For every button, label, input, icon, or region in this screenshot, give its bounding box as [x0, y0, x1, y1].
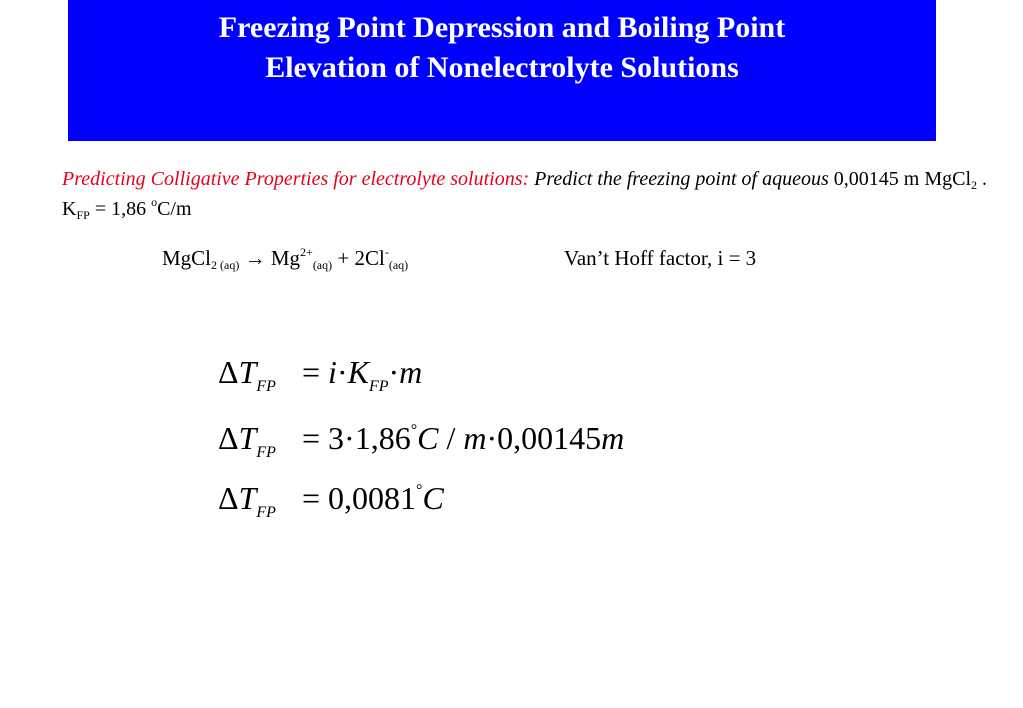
concentration-subscript: 2: [971, 178, 978, 192]
problem-statement: [62, 164, 987, 224]
multiply-dot: ·: [336, 354, 348, 390]
k-label: . K: [62, 168, 988, 220]
product-magnesium: Mg: [270, 246, 301, 270]
equation-lhs: [218, 418, 294, 473]
chloride-state: (aq): [388, 258, 409, 272]
delta-symbol: Δ: [218, 354, 239, 390]
magnesium-charge: 2+: [300, 245, 313, 259]
vanthoff-i: i: [328, 354, 337, 390]
delta-symbol: Δ: [218, 480, 239, 516]
reaction-arrow: →: [244, 246, 266, 270]
degree-symbol: °: [416, 482, 423, 499]
delta-symbol: Δ: [218, 420, 239, 456]
fp-subscript: FP: [256, 444, 276, 461]
k-constant: K: [347, 354, 369, 390]
multiply-dot-2: ·: [388, 354, 400, 390]
molality-unit: m: [463, 420, 487, 456]
equation-result: [218, 471, 444, 533]
k-value: = 1,86: [94, 198, 147, 220]
dissociation-reaction: [162, 244, 408, 272]
problem-prompt: Predict the freezing point of aqueous: [534, 168, 829, 190]
molality-unit-2: m: [601, 420, 625, 456]
substitution-values: = 3·1,86: [302, 420, 411, 456]
k-subscript: FP: [76, 208, 90, 222]
k-unit: C/m: [157, 198, 192, 220]
k-constant-subscript: FP: [368, 378, 389, 395]
celsius-symbol: C: [422, 480, 444, 516]
slash: /: [438, 420, 464, 456]
magnesium-state: (aq): [312, 258, 333, 272]
temperature-symbol: T: [238, 420, 257, 456]
vanthoff-factor: Van’t Hoff factor, i = 3: [564, 246, 757, 270]
product-chloride: + 2Cl: [337, 246, 385, 270]
problem-heading: Predicting Colligative Properties for electrolyte solutions:: [62, 168, 530, 190]
molality-symbol: m: [399, 354, 423, 390]
reactant-subscript: 2 (aq): [211, 258, 240, 272]
fp-subscript: FP: [256, 378, 276, 395]
title-line-2: Elevation of Nonelectrolyte Solutions: [265, 51, 739, 84]
chloride-charge: -: [384, 245, 389, 259]
concentration: 0,00145 m MgCl: [833, 168, 972, 190]
reactant: MgCl: [162, 246, 212, 270]
celsius-symbol: C: [417, 420, 439, 456]
equation-formula: [218, 352, 422, 407]
molality-value: ·0,00145: [486, 420, 602, 456]
temperature-symbol: T: [238, 354, 257, 390]
equation-substitution: [218, 411, 624, 473]
equation-lhs: [218, 478, 294, 533]
k-degree: o: [151, 195, 158, 209]
title-line-1: Freezing Point Depression and Boiling Point: [218, 11, 786, 44]
fp-subscript: FP: [256, 504, 276, 521]
equals-sign: =: [302, 354, 321, 390]
result-value: = 0,0081: [302, 480, 417, 516]
degree-symbol: °: [410, 422, 418, 439]
title-banner: [68, 0, 936, 141]
equation-lhs: [218, 352, 294, 407]
temperature-symbol: T: [238, 480, 257, 516]
